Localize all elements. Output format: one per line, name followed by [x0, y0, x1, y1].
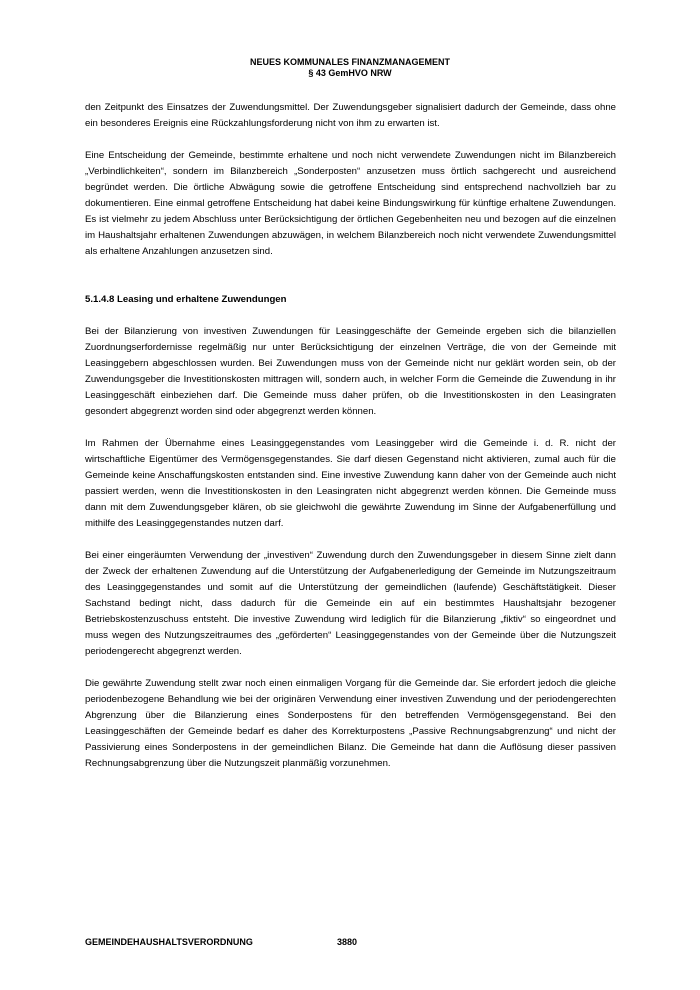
paragraph: Bei einer eingeräumten Verwendung der „investiven“ Zuwendung durch den Zuwendungsgeber in diesem Sinne zielt dann der Zweck der erhaltenen Zuwendung auf die Unterstützung der Aufgabenerledigung der Gemeinde im Nutzungszeitraum des Leasinggegenstandes und somit auf die Unterstützung der gemeindlichen (laufende) Geschäftstätigkeit. Dieser Sachstand bedingt nicht, dass dadurch für die Gemeinde ein auf ein bestimmtes Haushaltsjahr bezogener Betriebskostenzuschuss entsteht. Die investive Zuwendung wird lediglich für die Bilanzierung „fiktiv“ so eingeordnet und muss wegen des Nutzungszeitraumes des „geförderten“ Leasinggegenstandes von der Gemeinde über die Nutzungszeit periodengerecht abgegrenzt werden.: [85, 550, 616, 657]
paragraph: Bei der Bilanzierung von investiven Zuwendungen für Leasinggeschäfte der Gemeinde ergeben sich die bilanziellen Zuordnungserfordernisse regelmäßig nur unter Berücksichtigung der einzelnen Verträge, die von der Gemeinde mit Leasinggebern abgeschlossen wurden. Bei Zuwendungen muss von der Gemeinde nicht nur geklärt worden sein, ob der Zuwendungsgeber die Investitionskosten mittragen will, sondern auch, in welcher Form die Gemeinde die Zuwendung in ihr Leasinggeschäft einbeziehen darf. Die Gemeinde muss daher prüfen, ob die Investitionskosten in den Leasingraten gesondert abgegrenzt worden sind oder abgegrenzt werden können.: [85, 326, 616, 417]
paragraph: Die gewährte Zuwendung stellt zwar noch einen einmaligen Vorgang für die Gemeinde dar. Sie erfordert jedoch die gleiche periodenbezogene Behandlung wie bei der originären Verwendung einer investiven Zuwendung und der periodengerechten Abgrenzung über die Bilanzierung eines Sonderpostens für den betreffenden Vermögensgegenstand. Bei den Leasinggeschäften der Gemeinde bedarf es daher des Korrekturpostens „Passive Rechnungsabgrenzung“ und nicht der Passivierung eines Sonderpostens in der gemeindlichen Bilanz. Die Gemeinde hat dann die Auflösung dieser passiven Rechnungsabgrenzung über die Nutzungszeit planmäßig vorzunehmen.: [85, 678, 616, 769]
paragraph: Eine Entscheidung der Gemeinde, bestimmte erhaltene und noch nicht verwendete Zuwendungen nicht im Bilanzbereich „Verbindlichkeiten“, sondern im Bilanzbereich „Sonderposten“ anzusetzen muss örtlich sachgerecht und ausreichend begründet werden. Die örtliche Abwägung sowie die getroffene Entscheidung sind entsprechend nachvollzieh bar zu dokumentieren. Eine einmal getroffene Entscheidung hat dabei keine Bindungswirkung für künftige erhaltene Zuwendungen. Es ist vielmehr zu jedem Abschluss unter Berücksichtigung der örtlichen Gegebenheiten neu und bezogen auf die einzelnen im Haushaltsjahr erhaltenen Zuwendungen abzuwägen, in welchem Bilanzbereich noch nicht verwendete Zuwendungsmittel als erhaltene Anzahlungen anzusetzen sind.: [85, 150, 616, 257]
section-heading: 5.1.4.8 Leasing und erhaltene Zuwendungen: [85, 294, 287, 305]
document-body: [85, 100, 616, 788]
paragraph: Im Rahmen der Übernahme eines Leasinggegenstandes vom Leasinggeber wird die Gemeinde i. d. R. nicht der wirtschaftliche Eigentümer des Vermögensgegenstandes. Sie darf diesen Gegenstand nicht aktivieren, zumal auch für die Gemeinde keine Anschaffungskosten entstanden sind. Eine investive Zuwendung kann daher von der Gemeinde auch nicht passiert werden, wenn die Investitionskosten in den Leasingraten nicht abgegrenzt werden können. Die Gemeinde muss dann mit dem Zuwendungsgeber klären, ob sie gleichwohl die gewährte Zuwendung im Sinne der Aufgabenerfüllung und mithilfe des Leasinggegenstandes nutzen darf.: [85, 438, 616, 529]
paragraph: den Zeitpunkt des Einsatzes der Zuwendungsmittel. Der Zuwendungsgeber signalisiert dadurch der Gemeinde, dass ohne ein besonderes Ereignis eine Rückzahlungsforderung nicht von ihm zu erwarten ist.: [85, 102, 616, 129]
header-subtitle: § 43 GemHVO NRW: [308, 68, 392, 78]
page-number: 3880: [337, 937, 358, 947]
footer-title: GEMEINDEHAUSHALTSVERORDNUNG: [85, 937, 253, 947]
header-title: NEUES KOMMUNALES FINANZMANAGEMENT: [250, 57, 450, 67]
page-header: [0, 57, 700, 79]
